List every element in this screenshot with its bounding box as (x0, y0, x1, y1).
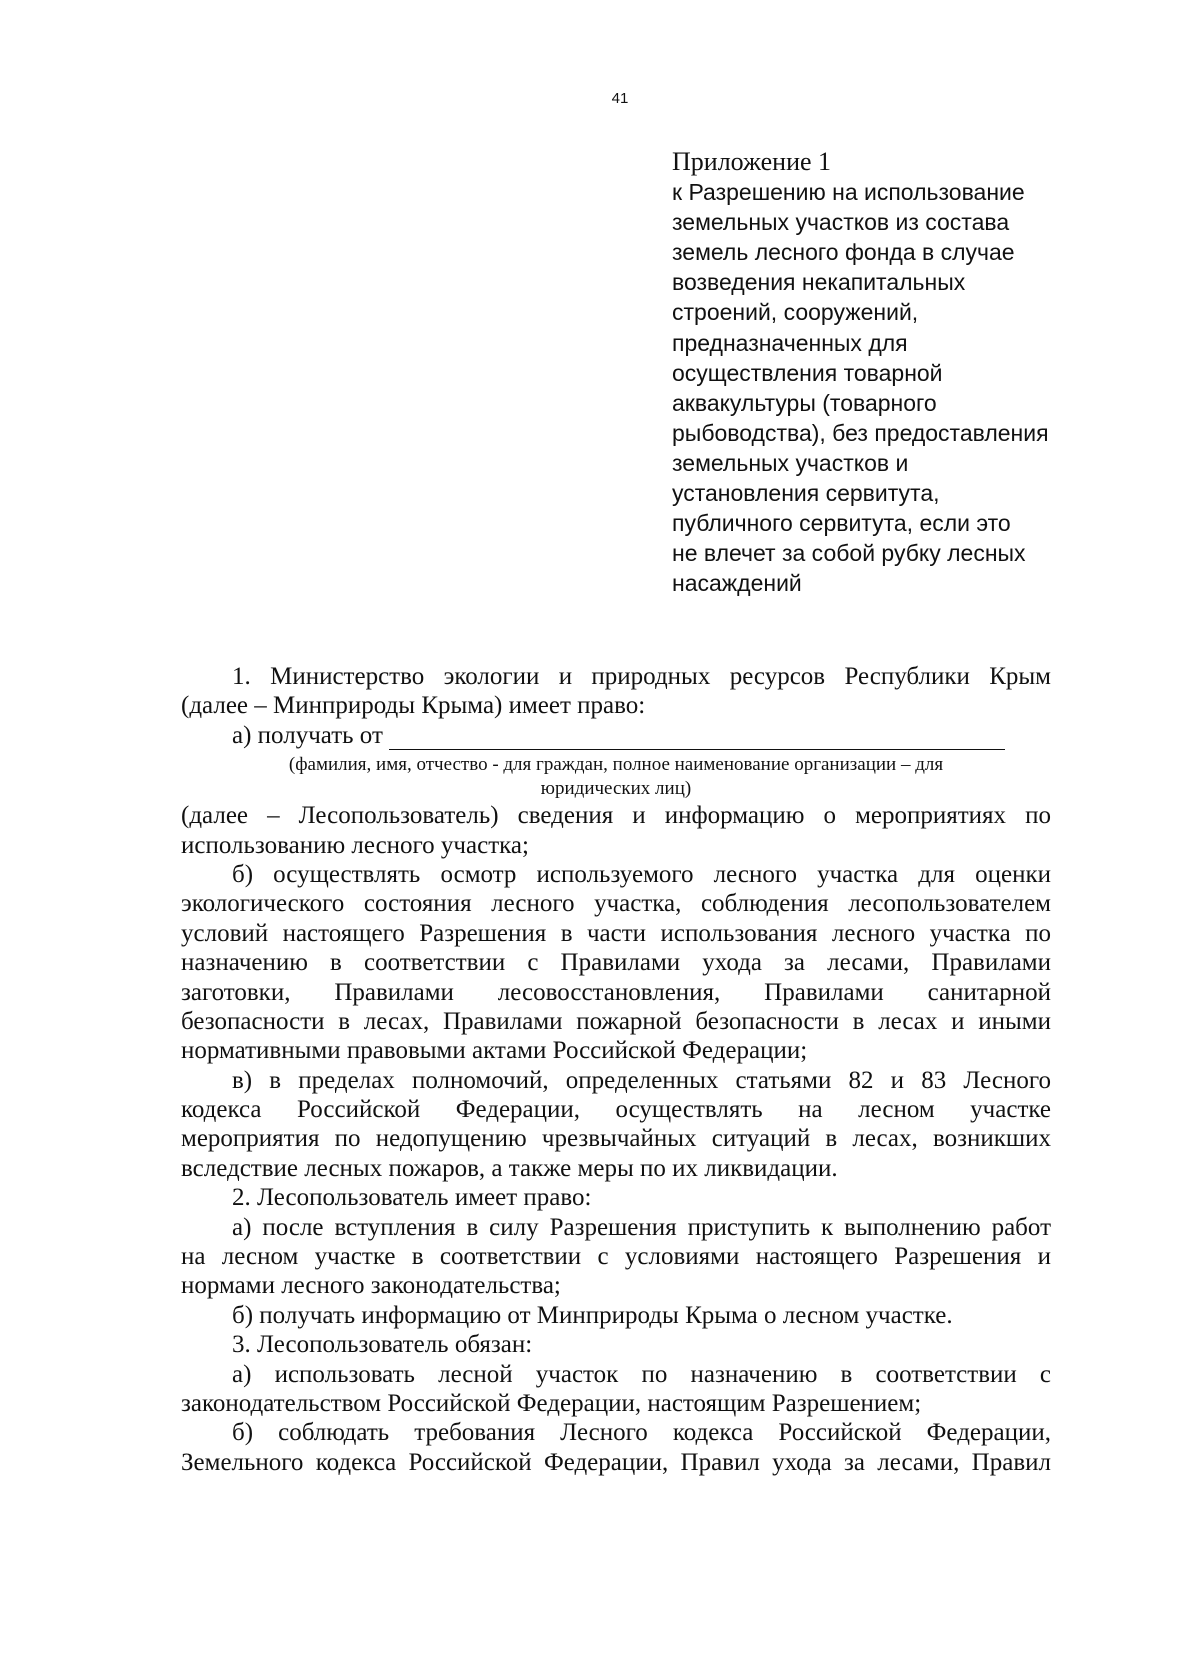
paragraph-line: вследствие лесных пожаров, а также меры по их ликвидации. (181, 1154, 838, 1182)
appendix-line: земельных участков из состава (672, 209, 1010, 236)
fill-in-row (181, 721, 1051, 750)
fill-in-blank[interactable] (389, 727, 1005, 750)
appendix-line: возведения некапитальных (672, 269, 966, 296)
paragraph-line: б) осуществлять осмотр используемого лесного участка для оценки (232, 860, 1051, 888)
paragraph-line: в) в пределах полномочий, определенных статьями 82 и 83 Лесного (232, 1066, 1051, 1094)
paragraph-line: Земельного кодекса Российской Федерации, Правил ухода за лесами, Правил (181, 1448, 1051, 1476)
appendix-line: земель лесного фонда в случае (672, 239, 1015, 266)
appendix-line: насаждений (672, 570, 802, 597)
paragraph-line: условий настоящего Разрешения в части использования лесного участка по (181, 919, 1051, 947)
section-heading: 3. Лесопользователь обязан: (232, 1331, 533, 1359)
paragraph-line: а) использовать лесной участок по назначению в соответствии с (232, 1360, 1051, 1388)
paragraph-line: 1. Министерство экологии и природных ресурсов Республики Крым (232, 663, 1051, 690)
paragraph-line: использованию лесного участка; (181, 831, 529, 859)
caption-line: юридических лиц) (540, 778, 692, 800)
appendix-title: Приложение 1 (672, 147, 832, 176)
paragraph-line: б) получать информацию от Минприроды Крыма о лесном участке. (232, 1301, 953, 1329)
paragraph-line: кодекса Российской Федерации, осуществлять на лесном участке (181, 1096, 1051, 1124)
appendix-line: установления сервитута, (672, 480, 940, 507)
paragraph-line: экологического состояния лесного участка, соблюдения лесопользователем (181, 890, 1051, 918)
paragraph-line: законодательством Российской Федерации, настоящим Разрешением; (181, 1389, 922, 1417)
appendix-line: публичного сервитута, если это (672, 510, 1011, 537)
appendix-line: земельных участков и (672, 449, 909, 476)
section-heading: 2. Лесопользователь имеет право: (232, 1184, 592, 1212)
caption-line: (фамилия, имя, отчество - для граждан, полное наименование организации – для (288, 754, 944, 776)
appendix-line: строений, сооружений, (672, 299, 919, 326)
appendix-line: рыбоводства), без предоставления (672, 419, 1049, 446)
paragraph-line: назначению в соответствии с Правилами ухода за лесами, Правилами (181, 949, 1051, 977)
fill-in-label: а) получать от (232, 721, 383, 749)
document-body (181, 662, 1051, 1477)
appendix-line: осуществления товарной (672, 359, 943, 386)
appendix-header (672, 147, 1092, 598)
paragraph-line: заготовки, Правилами лесовосстановления, Правилами санитарной (181, 978, 1051, 1006)
appendix-line: к Разрешению на использование (672, 179, 1025, 206)
appendix-line: не влечет за собой рубку лесных (672, 540, 1026, 567)
paragraph-line: нормативными правовыми актами Российской Федерации; (181, 1037, 808, 1065)
paragraph-line: нормами лесного законодательства; (181, 1272, 561, 1300)
paragraph-line: (далее – Лесопользователь) сведения и информацию о мероприятиях по (181, 802, 1051, 830)
appendix-line: предназначенных для (672, 329, 908, 356)
appendix-line: аквакультуры (товарного (672, 389, 937, 416)
page-number: 41 (611, 90, 629, 107)
paragraph-line: безопасности в лесах, Правилами пожарной безопасности в лесах и иными (181, 1007, 1051, 1035)
paragraph-line: на лесном участке в соответствии с условиями настоящего Разрешения и (181, 1243, 1051, 1271)
paragraph-line: (далее – Минприроды Крыма) имеет право: (181, 692, 646, 720)
fill-in-caption (181, 753, 1051, 801)
paragraph-line: мероприятия по недопущению чрезвычайных ситуаций в лесах, возникших (181, 1125, 1051, 1153)
paragraph-line: б) соблюдать требования Лесного кодекса Российской Федерации, (232, 1419, 1051, 1447)
paragraph-line: а) после вступления в силу Разрешения приступить к выполнению работ (232, 1213, 1051, 1241)
